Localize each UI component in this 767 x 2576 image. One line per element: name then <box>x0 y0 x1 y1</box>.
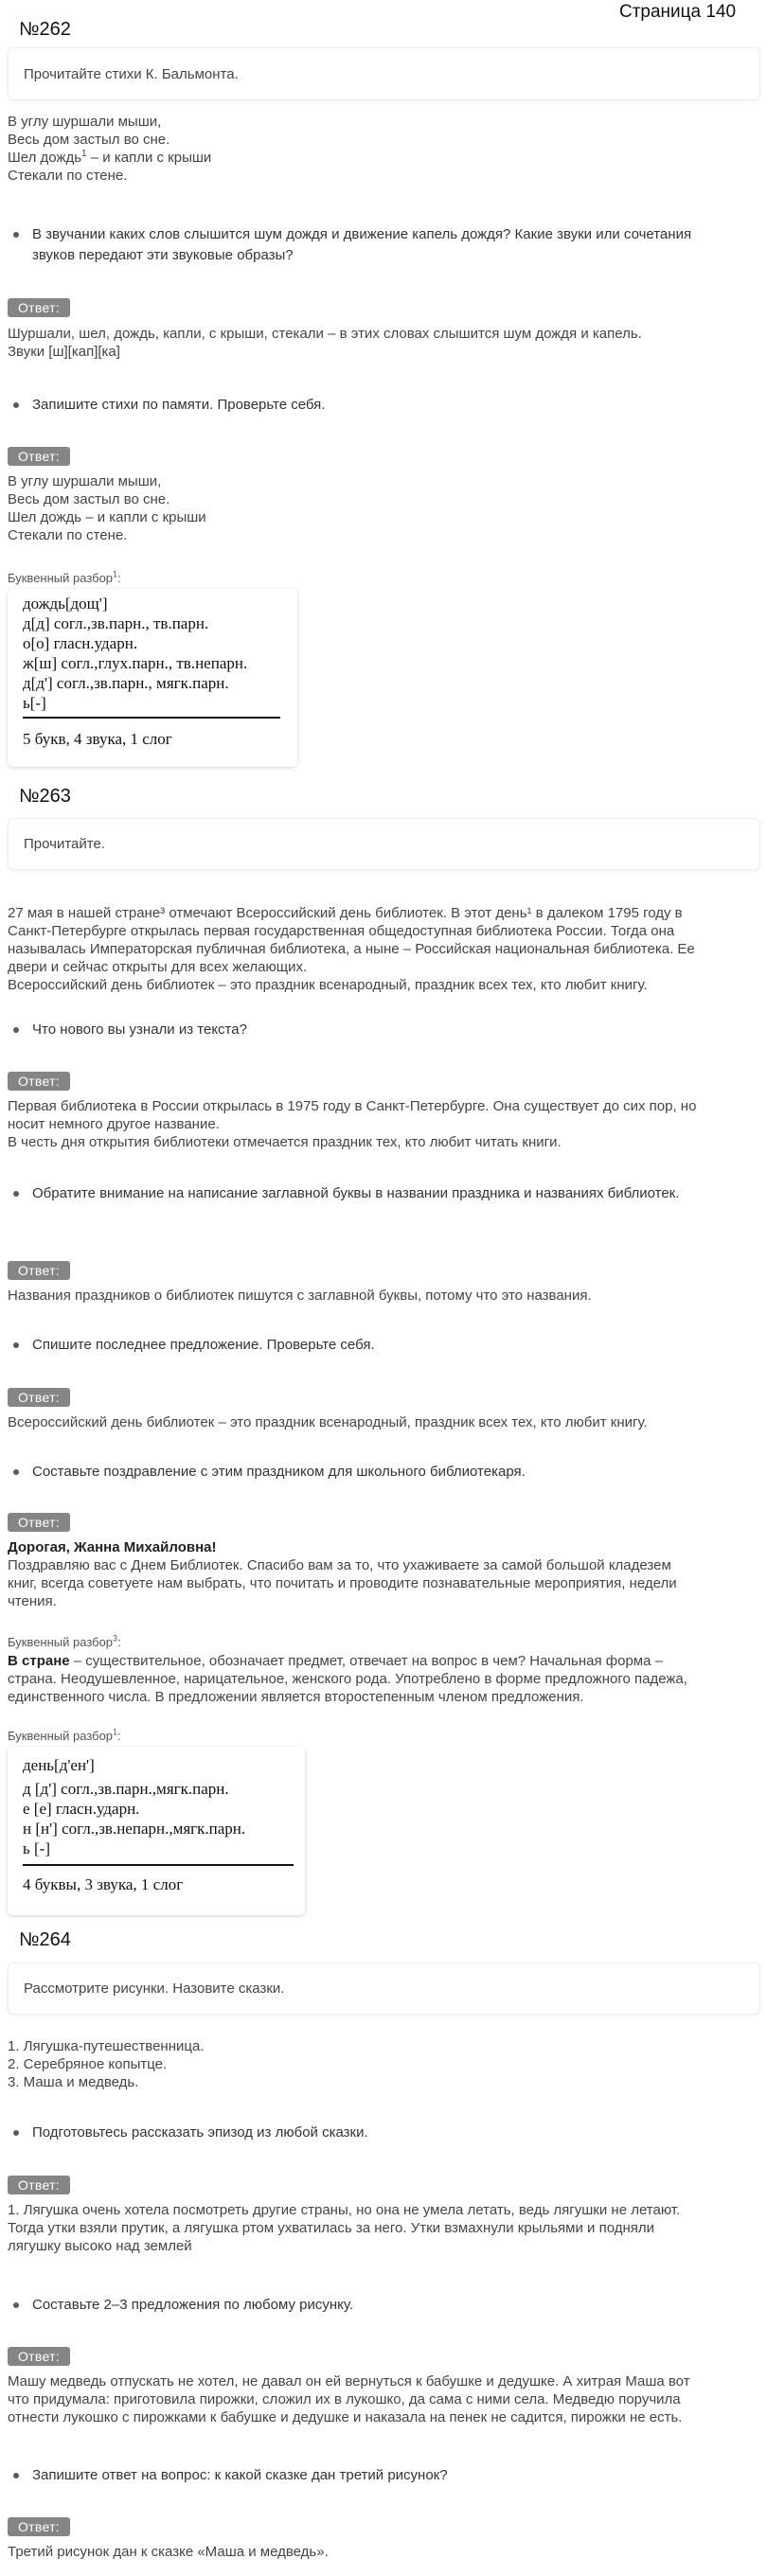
task-box-262 <box>8 47 760 100</box>
question: Составьте 2–3 предложения по любому рисунку. <box>32 2295 723 2316</box>
exercise-title-263: №263 <box>19 786 71 807</box>
question: Запишите стихи по памяти. Проверьте себя. <box>32 395 723 416</box>
greeting: Дорогая, Жанна Михайловна! <box>8 1539 217 1555</box>
poem-line: В углу шуршали мыши, <box>8 114 162 130</box>
footnote-marker: 1 <box>81 149 87 159</box>
parse-summary: 4 буквы, 3 звука, 1 слог <box>23 1875 184 1893</box>
task-text: Рассмотрите рисунки. Назовите сказки. <box>24 1981 285 1997</box>
answer-text: Всероссийский день библиотек – это праздник всенародный, праздник всех тех, кто любит книгу. <box>8 1414 648 1430</box>
parse-row: е [е] гласн.ударн. <box>23 1800 140 1818</box>
divider <box>23 717 280 719</box>
parse-row: ь [-] <box>23 1839 50 1857</box>
parse-row: ь[-] <box>23 694 46 712</box>
answer-tag: Ответ: <box>8 298 70 317</box>
answer-text: Дорогая, Жанна Михайловна! Поздравляю вас с Днем Библиотек. Спасибо вам за то, что ухаживаете за самой большой кладезем книг, всегда советуете нам выбрать, что почитать и проводите познавательные мероприятия, недели чтения. <box>8 1538 756 1610</box>
parse-row: д [д'] согл.,зв.парн.,мягк.парн. <box>23 1780 229 1798</box>
poem-line: Стекали по стене. <box>8 168 128 184</box>
word-analysis-text: В стране – существительное, обозначает предмет, отвечает на вопрос в чем? Начальная форма – страна. Неодушевленное, нарицательное, женского рода. Употреблено в форме предложного падежа, единственного числа. В предложении является второстепенным членом предложения. <box>8 1653 687 1705</box>
task-text: Прочитайте стихи К. Бальмонта. <box>24 65 239 82</box>
exercise-title-262: №262 <box>19 19 71 40</box>
answer-text: Первая библиотека в России открылась в 1975 году в Санкт-Петербурге. Она существует до сих пор, но носит немного другое название. В честь дня открытия библиотеки отмечается праздник тех, кто любит читать книги. <box>8 1098 697 1150</box>
answer-text: Названия праздников о библиотек пишутся с заглавной буквы, потому что это названия. <box>8 1288 592 1304</box>
answer-text: В углу шуршали мыши, Весь дом застыл во сне. Шел дождь – и капли с крыши Стекали по стене. <box>8 473 206 543</box>
letter-analysis-card <box>8 1747 305 1915</box>
parse-row: н [н'] согл.,зв.непарн.,мягк.парн. <box>23 1820 246 1838</box>
parse-row: дождь[дощ'] <box>23 595 108 613</box>
reading-text: 27 мая в нашей стране³ отмечают Всероссийский день библиотек. В этот день¹ в далеком 1795 году в Санкт-Петербурге открылась первая государственная общедоступная библиотека России. Тогда она называлась Императорская публичная библиотека, а ныне – Российская национальная библиотека. Ее двери и сейчас открыты для всех желающих. Всероссийский день библиотек – это праздник всенародный, праздник всех тех, кто любит книгу. <box>8 905 695 993</box>
parse-row: ж[ш] согл.,глух.парн., тв.непарн. <box>23 654 248 672</box>
list-item: 1. Лягушка-путешественница. <box>8 2038 205 2054</box>
question: Запишите ответ на вопрос: к какой сказке дан третий рисунок? <box>32 2465 723 2486</box>
list-item: 3. Маша и медведь. <box>8 2074 139 2090</box>
answer-tag: Ответ: <box>8 2347 70 2366</box>
analyzed-word: В стране <box>8 1653 70 1669</box>
exercise-title-264: №264 <box>19 1929 71 1950</box>
question: Что нового вы узнали из текста? <box>32 1020 723 1040</box>
letter-analysis-label: Буквенный разбор$^1$: <box>8 1727 121 1743</box>
question: Составьте поздравление с этим праздником для школьного библиотекаря. <box>32 1462 723 1483</box>
parse-row: д[д] согл.,зв.парн., тв.парн. <box>23 614 209 632</box>
answer-text: Третий рисунок дан к сказке «Маша и медведь». <box>8 2544 329 2560</box>
answer-text: 1. Лягушка очень хотела посмотреть другие страны, но она не умела летать, ведь лягушки не летают. Тогда утки взяли прутик, а лягушка ртом ухватилась за него. Утки взмахнули крыльями и подняли лягушку высоко над землей <box>8 2202 681 2254</box>
question: В звучании каких слов слышится шум дождя и движение капель дождя? Какие звуки или сочетания звуков передают эти звуковые образы? <box>32 224 723 266</box>
task-box-264 <box>8 1963 760 2015</box>
divider <box>23 1864 294 1866</box>
question: Обратите внимание на написание заглавной буквы в названии праздника и названиях библиотек. <box>32 1183 723 1204</box>
poem-line: Шел дождь$^1$ – и капли с крыши <box>8 149 212 166</box>
task-box-263 <box>8 818 760 870</box>
answer-tag: Ответ: <box>8 447 70 466</box>
word-analysis-label: Буквенный разбор$^3$: <box>8 1633 121 1649</box>
page-number: Страница 140 <box>619 2 737 22</box>
parse-row: день[д'ен'] <box>23 1756 95 1774</box>
answer-tag: Ответ: <box>8 1072 70 1091</box>
question: Спишите последнее предложение. Проверьте себя. <box>32 1335 723 1356</box>
answer-text: Машу медведь отпускать не хотел, не давал он ей вернуться к бабушке и дедушке. А хитрая Маша вот что придумала: приготовила пирожки, сложил их в лукошко, да сама с ними села. Медведю поручила отнести лукошко с пирожками к бабушке и дедушке и наказала на пенек не садится, пирожки не есть. <box>8 2373 690 2425</box>
letter-analysis-label: Буквенный разбор$^1$: <box>8 569 121 585</box>
answer-list <box>8 2037 756 2091</box>
answer-tag: Ответ: <box>8 2517 70 2536</box>
letter-analysis-card <box>8 589 297 767</box>
task-text: Прочитайте. <box>24 836 105 852</box>
poem-line: Весь дом застыл во сне. <box>8 132 170 148</box>
parse-row: д[д'] согл.,зв.парн., мягк.парн. <box>23 674 229 692</box>
poem <box>8 113 756 185</box>
question: Подготовьтесь рассказать эпизод из любой сказки. <box>32 2123 723 2143</box>
list-item: 2. Серебряное копытце. <box>8 2056 168 2072</box>
answer-tag: Ответ: <box>8 1388 70 1407</box>
answer-tag: Ответ: <box>8 1261 70 1280</box>
answer-tag: Ответ: <box>8 2176 70 2194</box>
answer-tag: Ответ: <box>8 1513 70 1532</box>
parse-row: о[о] гласн.ударн. <box>23 634 138 652</box>
parse-summary: 5 букв, 4 звука, 1 слог <box>23 730 172 748</box>
answer-text: Шуршали, шел, дождь, капли, с крыши, стекали – в этих словах слышится шум дождя и капель. Звуки [ш][кап][ка] <box>8 326 642 360</box>
